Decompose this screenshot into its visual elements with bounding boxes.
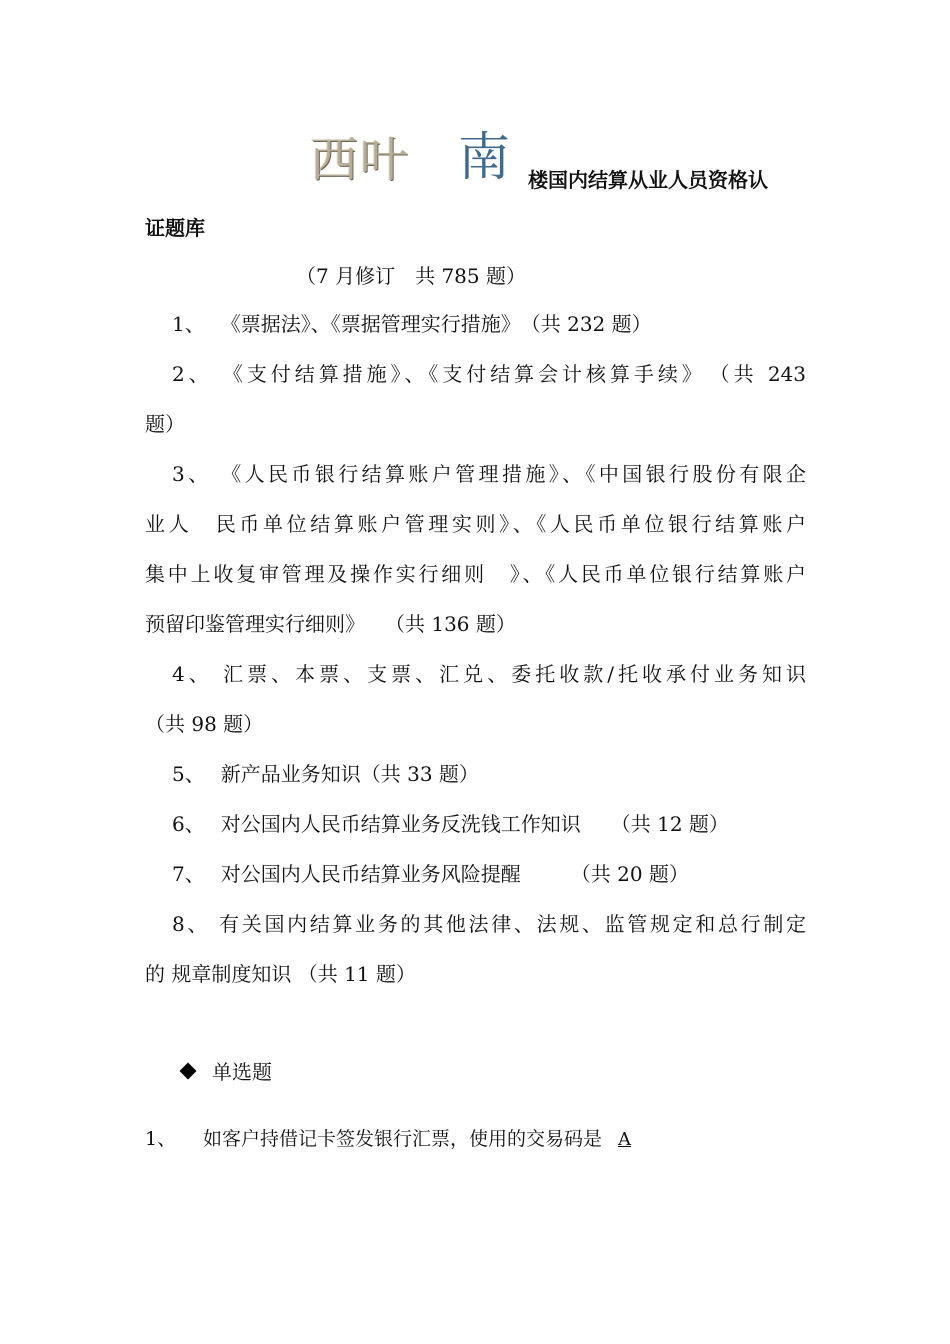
toc-item-2: [172, 360, 806, 388]
toc-num: 6、: [172, 812, 205, 836]
logo-art: 西叶: [310, 132, 411, 188]
diamond-icon: [180, 1062, 197, 1079]
toc-item-3: [172, 460, 806, 488]
toc-num: 8、: [172, 912, 211, 936]
question-answer: A: [618, 1129, 632, 1150]
section-header: [178, 1056, 272, 1085]
toc-text: 汇票、本票、支票、汇兑、委托收款/托收承付业务知识: [223, 662, 807, 686]
subtitle: （7 月修订 共 785 题）: [296, 264, 526, 288]
logo-south-char: 南: [458, 128, 511, 188]
toc-text: 对公国内人民币结算业务反洗钱工作知识 （共 12 题）: [220, 812, 729, 836]
toc-text: 《票据法》、《票据管理实行措施》 （共 232 题）: [220, 312, 652, 336]
toc-item-8: [172, 910, 806, 938]
toc-item-4-cont: （共 98 题）: [145, 712, 264, 736]
question-num: 1、: [145, 1128, 177, 1150]
toc-text: 新产品业务知识（共 33 题）: [220, 762, 479, 786]
toc-num: 3、: [172, 462, 212, 486]
toc-item-6: [172, 810, 729, 838]
toc-text: 《人民币银行结算账户管理措施》、《中国银行股份有限企: [221, 462, 807, 486]
toc-num: 4、: [172, 662, 213, 686]
title-block: [310, 130, 810, 200]
toc-item-3-line-4: 预留印鉴管理实行细则》 （共 136 题）: [145, 612, 516, 636]
toc-num: 7、: [172, 862, 205, 886]
toc-item-5: [172, 760, 479, 788]
toc-item-7: [172, 860, 689, 888]
toc-item-8-cont: 的 规章制度知识 （共 11 题）: [145, 962, 416, 986]
section-label: 单选题: [212, 1060, 272, 1084]
toc-item-3-line-2: 业人 民币单位结算账户管理实则》、《人民币单位银行结算账户: [145, 512, 806, 536]
question-text: 如客户持借记卡签发银行汇票，使用的交易码是: [203, 1128, 603, 1150]
toc-item-4: [172, 660, 806, 688]
toc-text: 对公国内人民币结算业务风险提醒 （共 20 题）: [220, 862, 689, 886]
question-1: [145, 1124, 645, 1151]
title-line-2: 证题库: [145, 216, 205, 240]
toc-text: 有关国内结算业务的其他法律、法规、监管规定和总行制定: [219, 912, 807, 936]
toc-item-3-line-3: 集中上收复审管理及操作实行细则 》、《人民币单位银行结算账户: [145, 562, 806, 586]
toc-item-1: [172, 310, 652, 338]
title-line-1: 楼国内结算从业人员资格认: [528, 168, 768, 192]
toc-item-2-cont: 题）: [145, 412, 185, 436]
toc-text: 《支付结算措施》、《支付结算会计核算手续》 （共 243: [222, 362, 807, 386]
toc-num: 5、: [172, 762, 205, 786]
toc-num: 2、: [172, 362, 213, 386]
toc-num: 1、: [172, 312, 205, 336]
